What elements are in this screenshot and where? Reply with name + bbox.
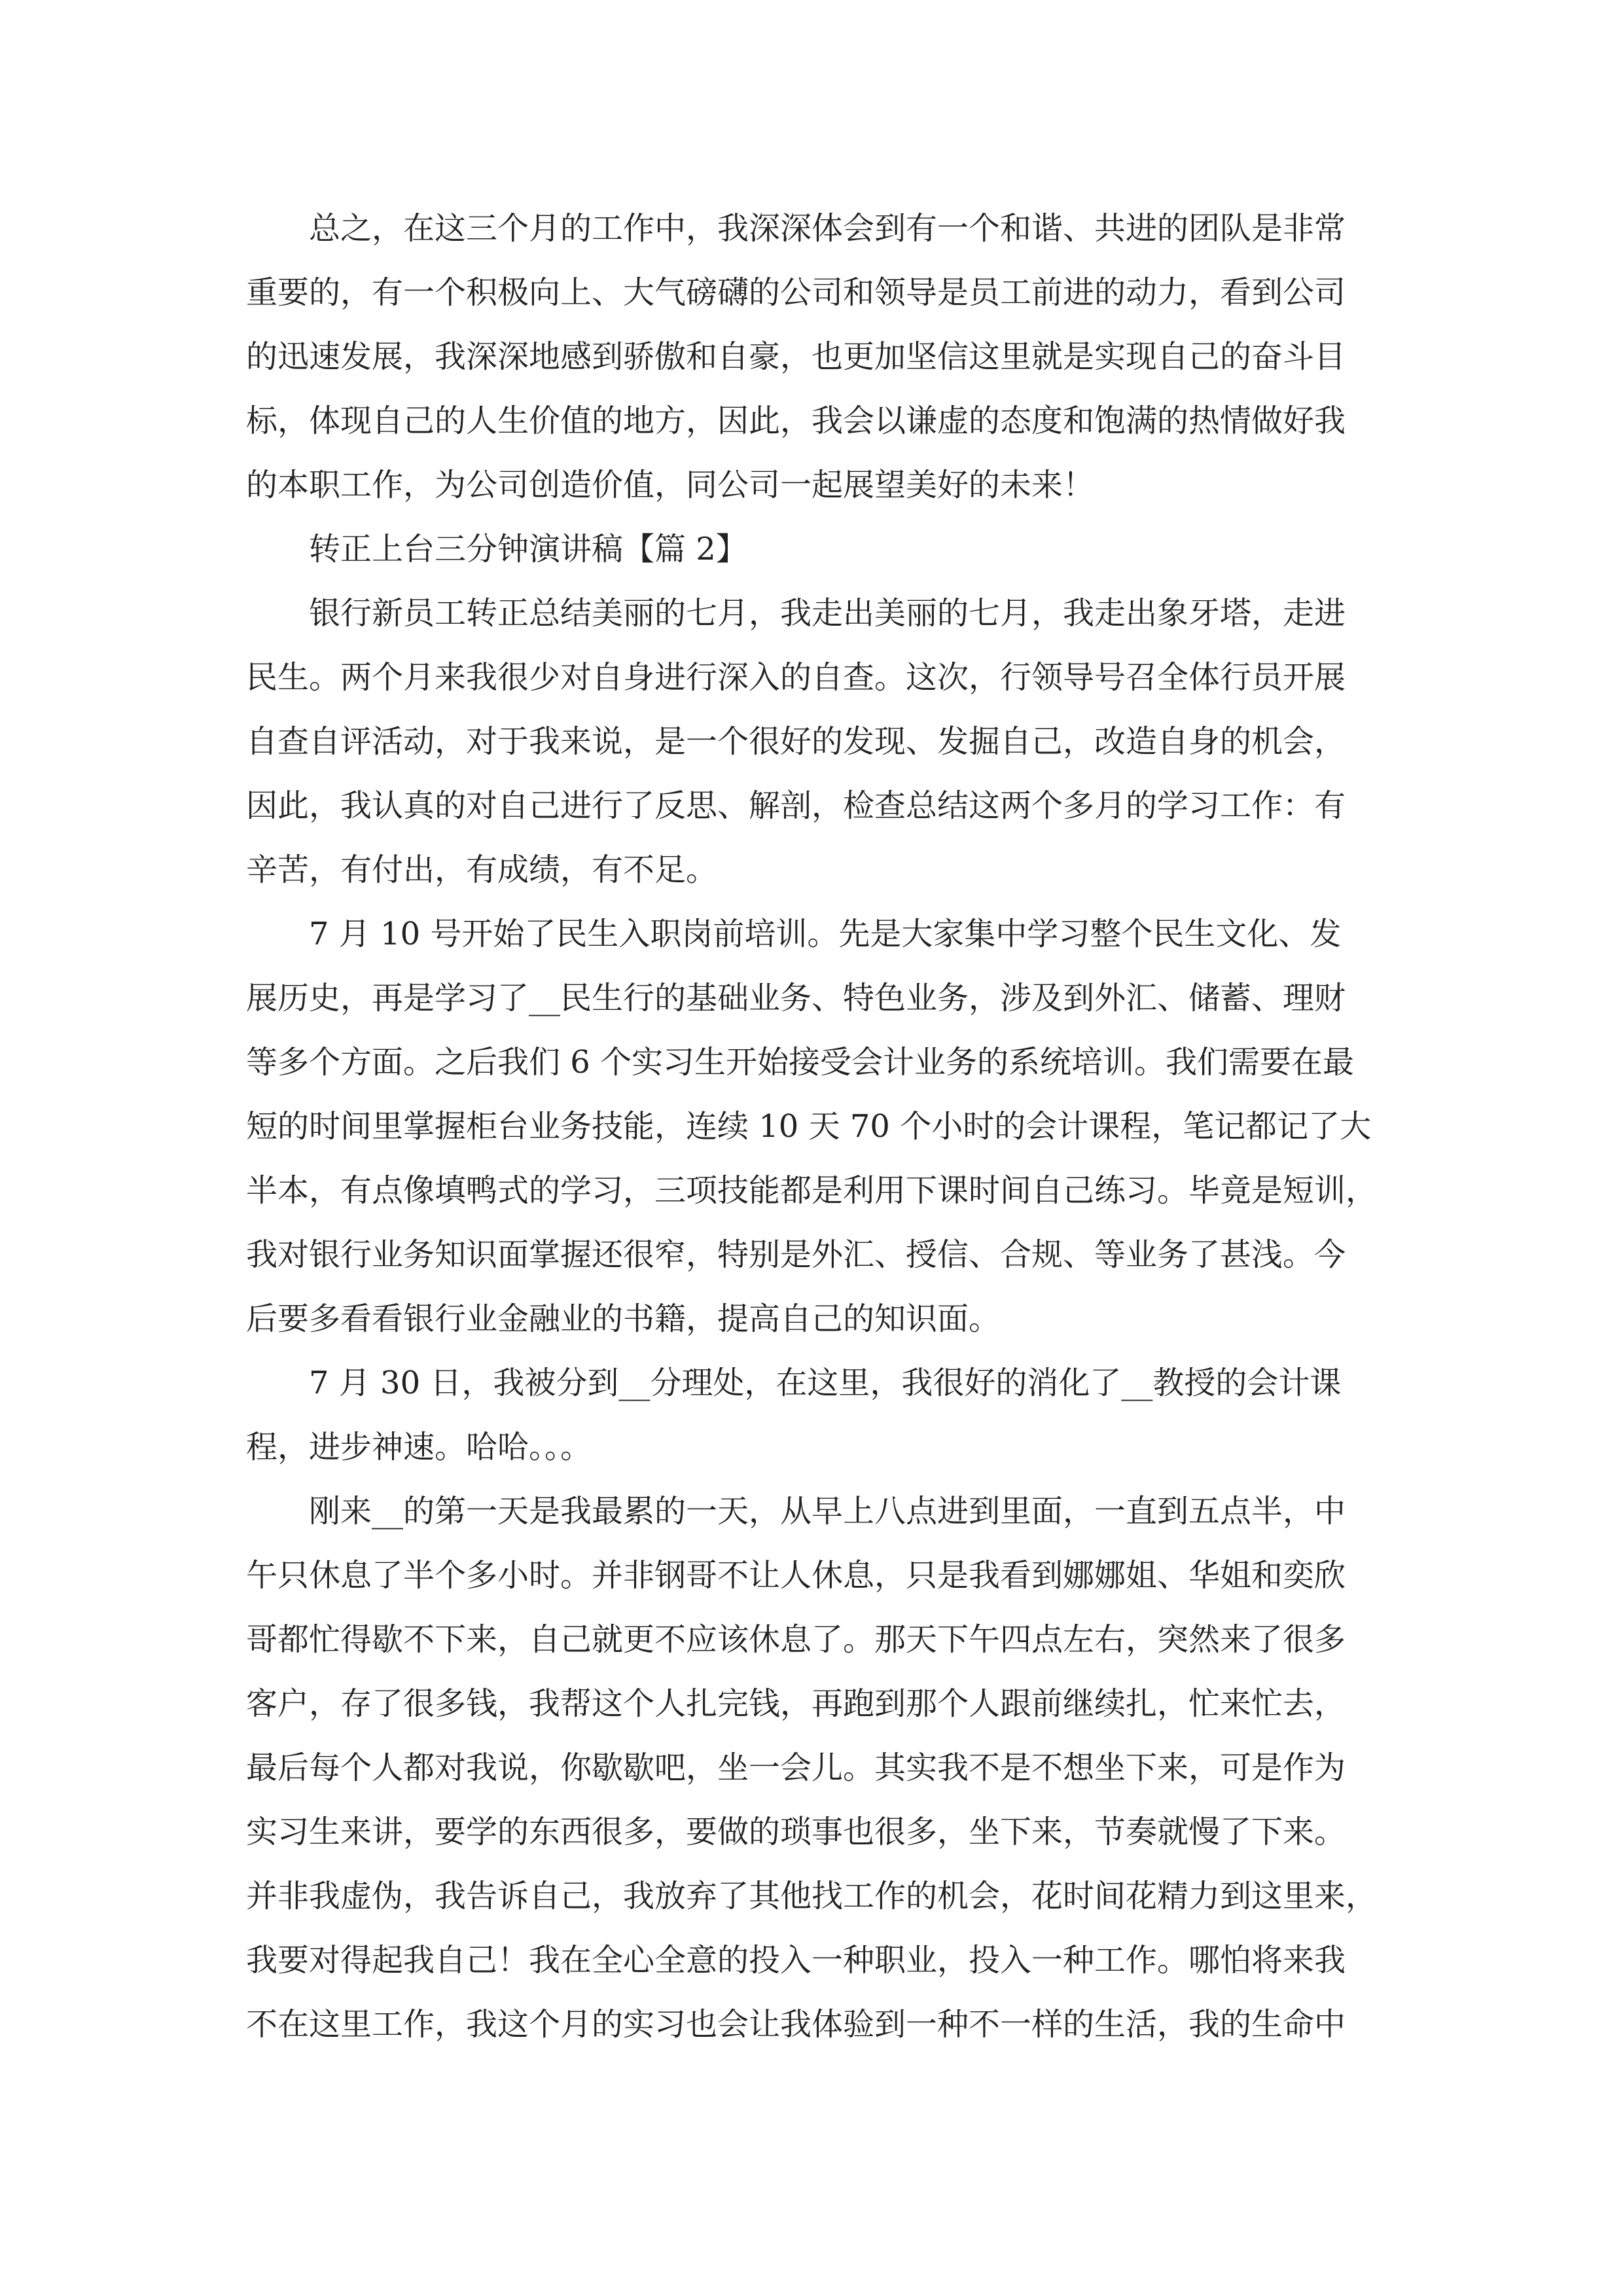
text-line: 后要多看看银行业金融业的书籍，提高自己的知识面。 [246,1300,1001,1337]
text-line: 重要的，有一个积极向上、大气磅礴的公司和领导是员工前进的动力，看到公司 [246,274,1346,311]
text-line: 半本，有点像填鸭式的学习，三项技能都是利用下课时间自己练习。毕竟是短训， [246,1172,1378,1209]
text-line: 展历史，再是学习了__民生行的基础业务、特色业务，涉及到外汇、储蓄、理财 [246,980,1346,1016]
text-line: 不在这里工作，我这个月的实习也会让我体验到一种不一样的生活，我的生命中 [246,2006,1346,2043]
document-body [246,196,1385,2056]
text-line: 标，体现自己的人生价值的地方，因此，我会以谦虚的态度和饱满的热情做好我 [246,403,1346,439]
text-line: 午只休息了半个多小时。并非钢哥不让人休息，只是我看到娜娜姐、华姐和奕欣 [246,1557,1346,1594]
text-line: 我对银行业务知识面掌握还很窄，特别是外汇、授信、合规、等业务了甚浅。今 [246,1236,1346,1273]
text-line: 的本职工作，为公司创造价值，同公司一起展望美好的未来！ [246,467,1095,503]
text-line: 的迅速发展，我深深地感到骄傲和自豪，也更加坚信这里就是实现自己的奋斗目 [246,338,1346,375]
paragraph-intro [246,581,1385,902]
text-line: 总之，在这三个月的工作中，我深深体会到有一个和谐、共进的团队是非常 [309,210,1346,247]
text-line: 最后每个人都对我说，你歇歇吧，坐一会儿。其实我不是不想坐下来，可是作为 [246,1749,1346,1786]
section-heading-text: 转正上台三分钟演讲稿【篇 2】 [309,531,747,567]
paragraph-training [246,902,1385,1351]
text-line: 因此，我认真的对自己进行了反思、解剖，检查总结这两个多月的学习工作：有 [246,787,1346,824]
text-line: 客户，存了很多钱，我帮这个人扎完钱，再跑到那个人跟前继续扎，忙来忙去， [246,1685,1346,1722]
text-line: 银行新员工转正总结美丽的七月，我走出美丽的七月，我走出象牙塔，走进 [309,595,1346,632]
text-line: 短的时间里掌握柜台业务技能，连续 10 天 70 个小时的会计课程，笔记都记了大 [246,1108,1372,1145]
section-heading [246,517,1385,581]
text-line: 等多个方面。之后我们 6 个实习生开始接受会计业务的系统培训。我们需要在最 [246,1044,1355,1081]
text-line: 并非我虚伪，我告诉自己，我放弃了其他找工作的机会，花时间花精力到这里来， [246,1878,1378,1914]
text-line: 7 月 10 号开始了民生入职岗前培训。先是大家集中学习整个民生文化、发 [309,916,1342,952]
paragraph-assignment [246,1351,1385,1479]
text-line: 7 月 30 日，我被分到__分理处，在这里，我很好的消化了__教授的会计课 [309,1365,1342,1401]
text-line: 刚来__的第一天是我最累的一天，从早上八点进到里面，一直到五点半，中 [309,1493,1346,1530]
text-line: 自查自评活动，对于我来说，是一个很好的发现、发掘自己，改造自身的机会， [246,723,1346,760]
text-line: 程，进步神速。哈哈。。。 [246,1429,592,1465]
paragraph-first-day [246,1479,1385,2056]
text-line: 我要对得起我自己！我在全心全意的投入一种职业，投入一种工作。哪怕将来我 [246,1942,1346,1979]
paragraph-conclusion [246,196,1385,517]
text-line: 辛苦，有付出，有成绩，有不足。 [246,852,718,888]
text-line: 民生。两个月来我很少对自身进行深入的自查。这次，行领导号召全体行员开展 [246,659,1346,696]
text-line: 实习生来讲，要学的东西很多，要做的琐事也很多，坐下来，节奏就慢了下来。 [246,1814,1346,1850]
text-line: 哥都忙得歇不下来，自己就更不应该休息了。那天下午四点左右，突然来了很多 [246,1621,1346,1658]
